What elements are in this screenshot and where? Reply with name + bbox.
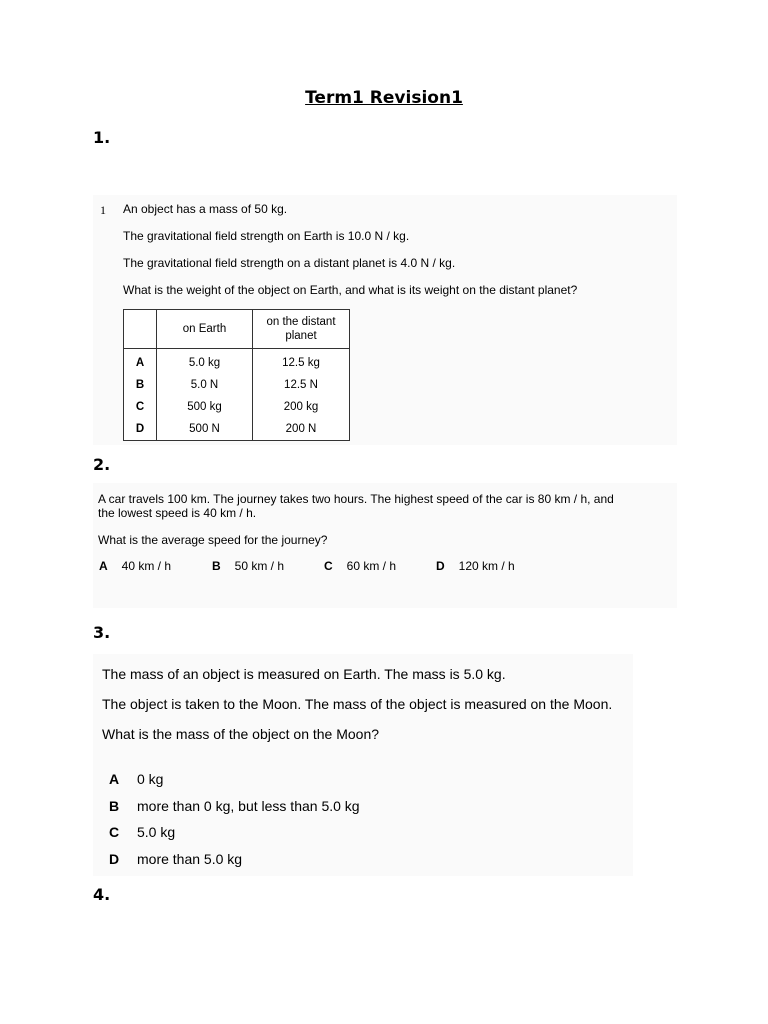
table-cell: A xyxy=(124,349,157,375)
table-cell: 200 N xyxy=(253,418,350,441)
option-b: B 50 km / h xyxy=(212,559,285,573)
table-cell: B xyxy=(124,374,157,396)
question-1-line: The gravitational field strength on Earth is 10.0 N / kg. xyxy=(123,229,410,243)
option-d: D 120 km / h xyxy=(436,559,515,573)
question-2-line: What is the average speed for the journey? xyxy=(98,533,328,547)
table-cell: C xyxy=(124,396,157,418)
table-cell: 12.5 kg xyxy=(253,349,350,375)
question-number-1: 1. xyxy=(93,128,111,147)
table-row xyxy=(124,396,350,418)
page-title: Term1 Revision1 xyxy=(305,88,463,108)
question-number-4: 4. xyxy=(93,885,111,904)
option-c: C 60 km / h xyxy=(324,559,397,573)
question-2-panel xyxy=(93,483,677,608)
question-1-panel xyxy=(93,195,677,445)
option-c: C 5.0 kg xyxy=(109,824,176,840)
table-row xyxy=(124,349,350,375)
table-header xyxy=(124,310,157,349)
question-3-line: The mass of an object is measured on Earth. The mass is 5.0 kg. xyxy=(102,666,506,682)
question-1-line: The gravitational field strength on a distant planet is 4.0 N / kg. xyxy=(123,256,456,270)
table-cell: 5.0 N xyxy=(157,374,253,396)
option-d: D more than 5.0 kg xyxy=(109,851,243,867)
table-row xyxy=(124,374,350,396)
question-1-line: What is the weight of the object on Earth, and what is its weight on the distant planet? xyxy=(123,283,578,297)
table-header: on Earth xyxy=(157,310,253,349)
question-1-label: 1 xyxy=(100,203,106,217)
question-3-line: What is the mass of the object on the Moon? xyxy=(102,726,380,742)
question-3-panel xyxy=(93,654,633,876)
table-row xyxy=(124,418,350,441)
table-cell: 5.0 kg xyxy=(157,349,253,375)
table-cell: D xyxy=(124,418,157,441)
question-number-2: 2. xyxy=(93,455,111,474)
table-header: on the distant planet xyxy=(253,310,350,349)
option-b: B more than 0 kg, but less than 5.0 kg xyxy=(109,798,360,814)
question-3-line: The object is taken to the Moon. The mass of the object is measured on the Moon. xyxy=(102,696,613,712)
question-1-table xyxy=(123,309,350,441)
question-2-line: A car travels 100 km. The journey takes two hours. The highest speed of the car is 80 km / h, and xyxy=(98,492,614,506)
question-2-line: the lowest speed is 40 km / h. xyxy=(98,506,257,520)
question-1-line: An object has a mass of 50 kg. xyxy=(123,202,288,216)
option-a: A 40 km / h xyxy=(99,559,172,573)
option-a: A 0 kg xyxy=(109,771,164,787)
table-cell: 200 kg xyxy=(253,396,350,418)
table-cell: 12.5 N xyxy=(253,374,350,396)
table-cell: 500 N xyxy=(157,418,253,441)
table-cell: 500 kg xyxy=(157,396,253,418)
question-number-3: 3. xyxy=(93,623,111,642)
